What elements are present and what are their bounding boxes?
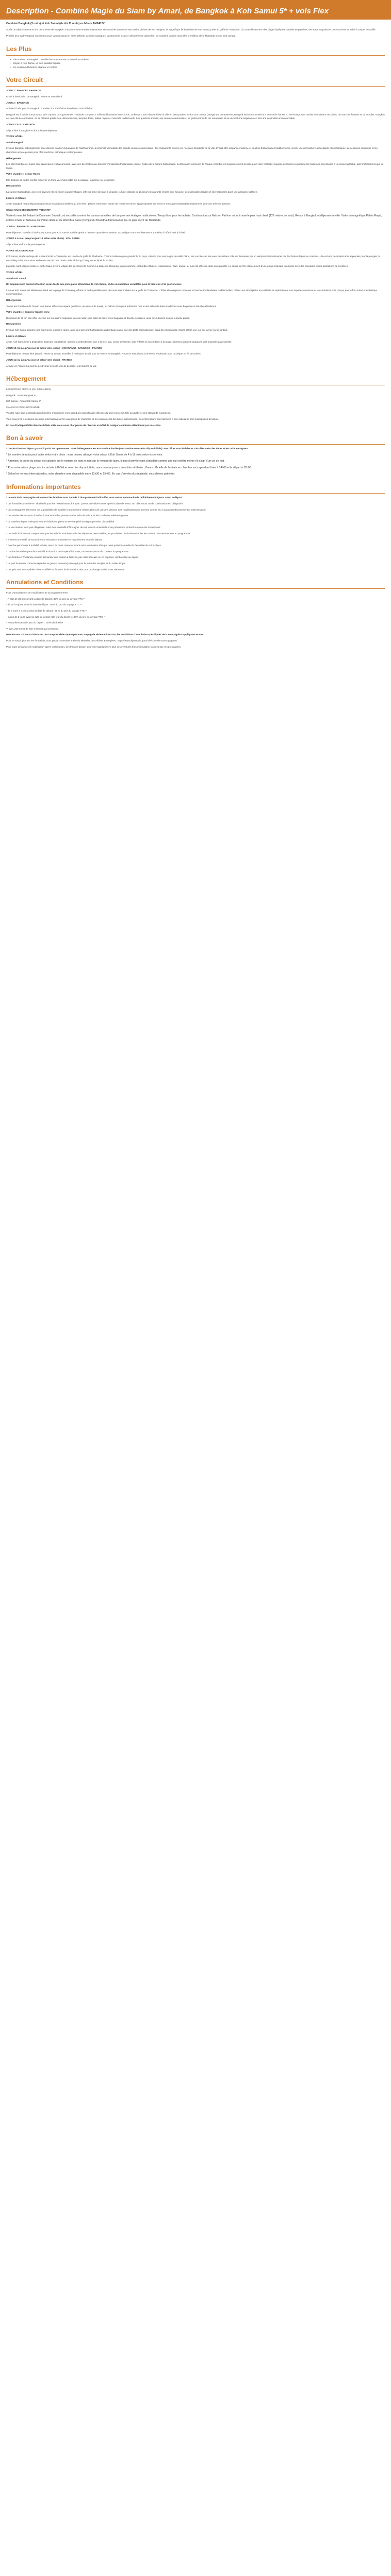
day-title: JOURS 3 & 4 : BANGKOK (6, 123, 35, 126)
hotel-name: Amari Bangkok (6, 141, 24, 144)
page-title: Description - Combiné Magie du Siam by Amari, de Bangkok à Koh Samui 5* + vols Flex (0, 0, 391, 20)
annul-text: - moins de 2 jours avant la date de départ et le jour du départ : 100% du prix du voyage TTC ** (6, 615, 106, 618)
hotel-tagline: Un emplacement central offrant un accès facile aux principales attractions de Koh Samui, et des installations complètes pour le bien-être et la gastronomie. (6, 283, 182, 286)
annul-text: Pour toute demande de modification après confirmation, des frais de dossier pourront s'appliquer en plus des éventuels frais d'annulation facturés par nos prestataires. (6, 645, 182, 648)
hotel-subheading: Restauration (6, 184, 21, 188)
hotel-subheading: Loisirs et détente (6, 334, 26, 337)
bon-text: * Ce circuit est en départ garanti à partir de 2 personnes. Votre hébergement est en chambre double (ou chambre twin selon disponibilités). Nos offres sont établies et calculées selon les dates et les tarifs en vigueur. (6, 447, 249, 450)
hotel-title: VOTRE HÔTEL (6, 135, 23, 138)
annul-text: IMPORTANT ! Si vous choisissez un transport aérien opéré par une compagnie aérienne low-cost, les conditions d'annulation spécifiques de la compagnie s'appliquent en sus. (6, 633, 204, 636)
hotel-text: Koh Samui, située au large de la côte Est de la Thaïlande, est une île du golfe de Thaïlande. C'est la troisième plus grande île du pays, célèbre pour ses plages de sable blanc, ses cocotiers et ses eaux cristallines. Elle est desservie par un aéroport international et par des ferries depuis le continent. L'île est une destination très appréciée pour la plongée, le snorkeling et les excursions en bateau vers le parc marin national d'Ang Thong, un archipel de 42 îles. (6, 255, 381, 262)
info-text: * Les compagnies aériennes ont la possibilité de modifier leurs horaires et leurs plans de vol sans préavis. Ces modifications ne peuvent donner lieu à aucun remboursement ni indemnisation. (6, 508, 206, 511)
hotel-text: L'Amari Koh Samui est idéalement situé sur la plage de Chaweng, offrant un cadre paisible avec des vues imprenables sur le golfe de Thaïlande. L'hôtel allie élégance moderne et touches thaïlandaises traditionnelles, créant une atmosphère accueillante et sophistiquée. Les espaces communs et les chambres sont conçus pour offrir confort et esthétique contemporaine. (6, 289, 378, 296)
info-text: * L'ordre des visites peut être modifié en fonction des impératifs locaux, tout en respectant le contenu du programme. (6, 550, 129, 553)
list-item: • Séjour à Koh Samui, un petit paradis tropical (10, 61, 385, 65)
hebergement-line: En cas d'indisponibilité dans les hôtels cités nous nous chargerons de réserver un hôtel de catégorie similaire sélectionné par nos soins. (6, 423, 161, 427)
hotel-subheading: Hébergement (6, 157, 22, 160)
day-text: Arrivée à l'aéroport de Bangkok. Transfert à votre hôtel et installation. Nuit à l'hôtel. (6, 107, 93, 110)
bon-text: * Attention, la durée du séjour est calculée sur le nombre de nuits et non sur le nombre de jours, le jour d'arrivée étant considéré comme une nuit entière même s'il s'agit d'un vol de nuit. (6, 460, 225, 463)
info-text: * Le port de tenues correctes (épaules et genoux couverts) est exigé pour la visite des temples et du Palais Royal. (6, 562, 126, 565)
hotel-name: Amari Koh Samui (6, 277, 26, 280)
section-heading-hebergement: Hébergement (6, 375, 385, 385)
hotel-text: Visite du marché flottant de Damnoen Saduak, où vous découvrirez les canaux au milieu de barques aux étalages multicolores. Temps libre pour les achats. Continuation sur Nakhon Pathom où se trouve le plus haut chedi (127 mètres de haut). Retour à Bangkok et déjeuner en ville. Visite du magnifique Palais Royal, édifice ornant et fastueux du XVIIIe siècle et du Wat Phra Kaew (Temple du Bouddha d'Émeraude), lieu le plus sacré de Thaïlande. (6, 214, 382, 222)
day-title: JOUR 5 : BANGKOK - KOH SAMUI (6, 225, 45, 228)
info-text: * Le nom de la compagnie aérienne et les horaires sont donnés à titre purement indicatif et vous seront communiqués définitivement 8 jours avant le départ. (6, 496, 183, 499)
day-title: JOUR 1 : FRANCE - BANGKOK (6, 89, 41, 92)
day-text: Bangkok est à la fois une province et la capitale du royaume de Thaïlande comptant 7 millions d'habitants intra-muros. Le fleuve Chao Phraya divise la ville en deux parties. Grâce aux canaux (klongs) qui la traversent, Bangkok était surnommée la « Venise de l'Orient ». Ses klongs sont bordés de maisons sur pilotis, de marchés flottants et de temples. Bangkok est une cité de contrastes, où se côtoient gratte-ciels ultramodernes, temples dorés, palais royaux et marchés traditionnels. Ses quartiers animés, ses centres commerciaux, sa gastronomie de rue renommée et sa vie nocturne trépidante en font une destination incontournable. (6, 113, 385, 120)
day-text: Envol à destination de Bangkok. Repas et nuit à bord. (6, 95, 63, 98)
plus-list (10, 58, 385, 70)
info-text: * Le transfert depuis l'aéroport vers les hôtels est prévu en service privé ou regroupé selon disponibilité. (6, 520, 115, 523)
description-content (0, 20, 391, 656)
hotel-subheading: Séjour SANS DÉCOUVERTE "PRIVATE" (6, 208, 51, 211)
annul-text: ** avec 250 euros de frais minimum par personne. (6, 627, 59, 630)
annul-text: - de 30 à 8 jours avant la date de départ : 80% du prix du voyage TTC ** (6, 603, 83, 606)
hotel-subheading: Votre chambre : Superior Garden View (6, 311, 50, 314)
day-text: Petit-déjeuner. Temps libre jusqu'à l'heure de départ. Transfert à l'aéroport. Envol pour la France via Bangkok. Repas et nuit à bord. (Arrivée le lendemain pour un départ en fin de soirée.) (6, 352, 202, 355)
hotel-text: L'Amari Bangkok est idéalement situé dans le quartier dynamique de Ratchaprarop, à proximité immédiate des grands centres commerciaux, des restaurants et de la vie nocturne trépidante de la ville. L'hôtel offre élégance moderne et touches thaïlandaises traditionnelles, créant une atmosphère accueillante et sophistiquée. Les espaces communs et les chambres ont été pensés pour offrir confort et esthétique contemporaine. (6, 147, 378, 154)
day-title: JOUR 10 (ou jusqu'au jour 14 selon votre choix) : KOH SAMUI - BANGKOK - FRANCE (6, 346, 102, 349)
hotel-subheading: Votre chambre : Deluxe Room (6, 173, 40, 176)
hebergement-line: Bangkok : Amari Bangkok 5* (6, 394, 37, 397)
hotel-subheading: Loisirs et détente (6, 196, 26, 199)
section-heading-plus: Les Plus (6, 45, 385, 56)
info-text: * Les formalités d'entrée en Thaïlande pour les ressortissants français : passeport valide 6 mois après la date de retour. Un billet retour ou de continuation est obligatoire. (6, 502, 184, 505)
day-text: Séjour libre à Bangkok en formule petit-déjeuner. (6, 129, 58, 132)
hotel-text: Les 163 chambres et suites sont spacieuses et chaleureuses, avec une décoration aux touches d'inspiration thaïlandaise unique. Faites de la culture thaïlandaise, la décoration intérieure de chaque chambre est soigneusement pensée pour votre confort et équipée de tous les équipements modernes nécessaires à un séjour agréable, tant professionnel que de loisirs. (6, 163, 384, 170)
hebergement-line: Vous trouverez ci-dessous quelques informations sur les catégories de chambres et les équipements des hôtels sélectionnés. Ces informations sont données à titre indicatif et sont susceptibles d'évoluer. (6, 418, 219, 421)
hotel-title: VOTRE SÉJOUR PLAGE (6, 249, 34, 252)
day-title: JOUR 2 : BANGKOK (6, 101, 29, 104)
intro-paragraph: Profitez d'un cadre tropical enchanteur pour vous ressourcer, entre détente, activités nautiques, gastronomie locale et découvertes culturelles. Ce combiné unique vous offre le meilleur de la Thaïlande en un seul voyage. (6, 35, 236, 37)
hotel-text: Disposant de 33 m², elle offre une vue sur les jardins tropicaux, un coin salon, une salle de bains avec baignoire et douche séparées, ainsi qu'un balcon ou une terrasse privée. (6, 316, 190, 319)
hotel-text: Toutes les chambres de l'Amari Koh Samui offrent un espace généreux, un espace de travail, un balcon privé pour admirer la mer et des salles de bains modernes avec baignoire et douche à l'italienne. (6, 304, 217, 308)
annul-text: Frais d'annulation et de modification de la programme Flex : (6, 591, 69, 595)
day-text: Arrivée en France. La journée peut varier selon la ville de départ et les horaires de vol. (6, 364, 97, 367)
annul-text: Pour en savoir plus sur les formalités, vous pouvez consulter le site du Ministère des Affaires Étrangères : https://www.diplomatie.gouv.fr/fr/conseils-aux-voyageurs/ (6, 639, 177, 642)
hebergement-line: Veuillez noter que la classification hôtelière mentionnée correspond à la classification officielle du pays concerné. Elle peut différer des standards européens. (6, 412, 171, 415)
section-heading-annulations: Annulations et Conditions (6, 579, 385, 589)
list-item: • Découverte de Bangkok, une ville fascinante entre modernité et tradition (10, 58, 385, 62)
section-heading-bon-a-savoir: Bon à savoir (6, 434, 385, 445)
info-text: * Il est recommandé de souscrire une assurance annulation et rapatriement avant le départ. (6, 538, 103, 541)
info-text: * La vaccination n'est pas obligatoire, mais il est conseillé d'être à jour de ses vaccins universels et de prévoir une protection contre les moustiques. (6, 526, 161, 529)
list-item: • Un combiné d'hôtels 5* charme et confort (10, 65, 385, 70)
hotel-text: L'Amari Koh Samui propose une expérience culinaire variée, avec des saveurs thaïlandaises authentiques ainsi que des plats internationaux, dans des restaurants et bars offrant une vue sur la mer ou les jardins. (6, 328, 228, 331)
day-title: JOUR 11 (ou jusqu'au jour 17 selon votre choix) : FRANCE (6, 358, 72, 361)
annul-text: - À plus de 30 jours avant la date de départ : 45% du prix du voyage TTC ** (6, 597, 86, 600)
info-text: * Pour les personnes à mobilité réduite, merci de nous contacter avant votre réservation afin que nous puissions étudier la faisabilité de votre séjour. (6, 544, 162, 547)
day-text: Séjour libre en formule petit-déjeuner. (6, 243, 46, 246)
hotel-text: Elle dispose de tout le confort moderne et d'une vue imprenable sur la capitale, la piscine ou les jardins. (6, 178, 115, 181)
hebergement-line: CLASSIFICATION HÔTELIÈRE (6, 405, 40, 409)
hebergement-line: LES HÔTELS PRÉVUS (OU SIMILAIRES) : (6, 388, 53, 391)
hotel-text: Amari Bangkok met à disposition plusieurs installations dédiées au bien-être : piscine extérieure, centre de remise en forme, spa proposant des soins et massages thaïlandais traditionnels pour une détente absolue. (6, 202, 231, 206)
info-text: * Les durées de vols sont données à titre indicatif et peuvent varier selon la saison et les conditions météorologiques. (6, 514, 129, 517)
bon-text: * Pour votre séjour plage, à votre arrivée à l'hôtel et selon les disponibilités, une chambre pourra vous être attribuée ; l'heure officielle de l'arrivée en chambre est cependant fixée à 14h00 et le départ à 12h00. (6, 466, 252, 469)
hotel-text: La cuisine thaïlandaise, avec ses saveurs et ses épices caractéristiques, offre un panel de plats à déguster. L'hôtel dispose de plusieurs restaurants et bars pour savourer des spécialités locales et internationales dans une ambiance raffinée. (6, 191, 258, 194)
bon-text: * Selon les normes internationales, votre chambre sera disponible entre 12h30 et 15h00. En cas d'arrivée plus matinale, vous devrez patienter. (6, 472, 175, 476)
info-text: * Les hôtels en Thaïlande peuvent demander une caution à l'arrivée, par carte bancaire ou en espèces, remboursée au départ. (6, 556, 139, 559)
annul-text: - Non présentation le jour du départ : 100% du dossier (6, 621, 63, 624)
hotel-title: VOTRE HÔTEL (6, 271, 23, 274)
hotel-subheading: Restauration (6, 323, 21, 326)
section-heading-informations: Informations importantes (6, 483, 385, 494)
hebergement-line: Koh Samui : Amari Koh Samui 5* (6, 400, 41, 403)
section-heading-circuit: Votre Circuit (6, 76, 385, 87)
hotel-text: Amari Koh Samui met à disposition plusieurs installations : piscine à débordement face à la mer, spa, centre de fitness, club enfants et accès direct à la plage. Diverses activités nautiques sont proposées à proximité. (6, 341, 232, 344)
annul-text: - de 7 jours à 2 jours avant la date de départ : 95 % du prix du voyage TTC ** (6, 609, 87, 612)
intro-subtitle: Combiné Bangkok (3 nuits) et Koh Samui (de 4 à 11 nuits) en hôtels AMARI 5* (6, 22, 105, 25)
day-title: JOURS 6 À 9 ou jusqu'au jour 14 selon votre choix) : KOH SAMUI (6, 237, 80, 240)
info-text: * Les prix sont susceptibles d'être modifiés en fonction de la variation des taux de change et des taxes aériennes. (6, 568, 125, 571)
info-text: * Les tarifs indiqués ne comprennent pas les frais de visa éventuels, les dépenses personnelles, les pourboires, les boissons et les excursions non mentionnées au programme. (6, 532, 191, 535)
hotel-subheading: Hébergement (6, 298, 22, 301)
bon-text: * Le nombre de nuits peut varier selon votre choix : vous pouvez allonger votre séjour à Koh Samui de 4 à 11 nuits selon vos envies. (6, 453, 163, 456)
intro-paragraph: Après un séjour intense et à la découverte de Bangkok, à explorer ses temples majestueux, ses marchés animés et ses ruelles pleines de vie, rejoignez la magnifique île balnéaire de Koh Samui, perle du golfe de Thaïlande. Là, vous découvrirez des plages idylliques bordées de palmiers, des eaux turquoise et des couchers de soleil à couper le souffle. (6, 28, 376, 31)
day-text: Petit-déjeuner. Transfert à l'aéroport. Envol pour Koh Samui. Arrivée après 1 heure et quart de vol environ. Accueil par notre représentant et transfert à l'hôtel. Nuit à l'hôtel. (6, 231, 186, 234)
hotel-text: La partie nord est plus calme et authentique avec le village des pêcheurs de Bophut. La plage de Chaweng, la plus animée, est bordée d'hôtels, restaurants et bars. Lamai, au sud-est, offre un cadre plus paisible. Le centre de l'île est recouvert d'une jungle tropicale luxuriante avec des cascades et des plantations de cocotiers. (6, 265, 349, 268)
